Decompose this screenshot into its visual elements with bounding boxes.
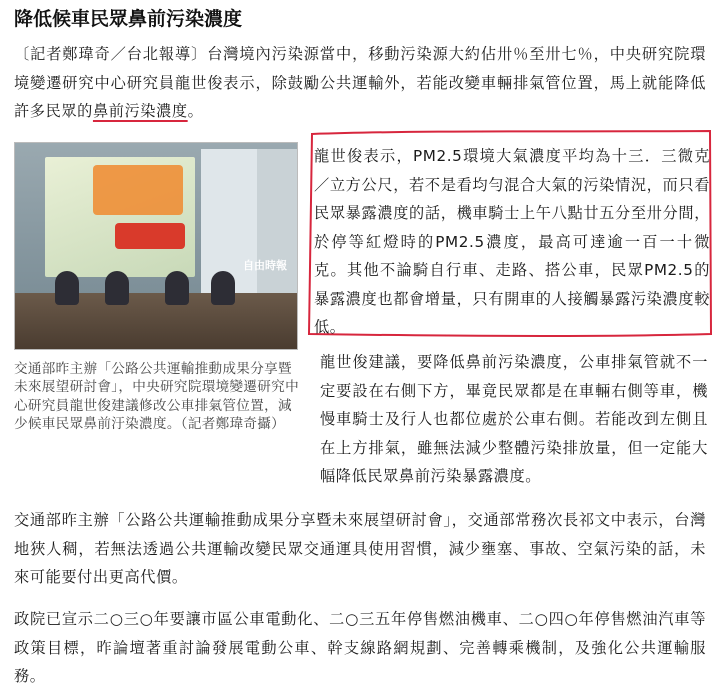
- panelist: [105, 271, 129, 305]
- lead-end: 。: [187, 102, 204, 120]
- screen-title-panel: [93, 165, 183, 215]
- photo-watermark: 自由時報: [243, 259, 287, 272]
- news-photo[interactable]: [14, 142, 298, 350]
- panelist: [55, 271, 79, 305]
- bus-graphic: [115, 223, 185, 249]
- paragraph-conference: 交通部昨主辦「公路公共運輸推動成果分享暨未來展望研討會」，交通部常務次長祁文中表示，台灣地狹人稠，若無法透過公共運輸改變民眾交通運具使用習慣，減少壅塞、事故、空氣污染的話，未來可能要付出更高代價。: [14, 511, 706, 586]
- paragraph-recommendation: 龍世俊建議，要降低鼻前污染濃度，公車排氣管就不一定要設在右側下方，畢竟民眾都是在車輛右側等車，機慢車騎士及行人也都位處於公車右側。若能改到左側且在上方排氣，雖無法減少整體污染排放量，但一定能大幅降低民眾鼻前污染暴露濃度。: [320, 353, 708, 485]
- panelist: [211, 271, 235, 305]
- panelist: [165, 271, 189, 305]
- paragraph-lead: [14, 40, 706, 126]
- paragraph-highlighted: 龍世俊表示，PM2.5環境大氣濃度平均為十三．三微克／立方公尺，若不是看均勻混合大氣的污染情況，而只看民眾暴露濃度的話，機車騎士上午八點廿五分至卅分間，於停等紅燈時的PM2.5濃度，最高可達逾一百一十微克。其他不論騎自行車、走路、搭公車，民眾PM2.5的暴露濃度也都會增量，只有開車的人接觸暴露污染濃度較低。: [314, 147, 710, 336]
- news-figure: [14, 142, 306, 434]
- paragraph-policy: 政院已宣示二○三○年要讓市區公車電動化、二○三五年停售燃油機車、二○四○年停售燃油汽車等政策目標，昨論壇著重討論發展電動公車、幹支線路網規劃、完善轉乘機制，及強化公共運輸服務。: [14, 610, 706, 685]
- article-title: 降低候車民眾鼻前污染濃度: [14, 8, 243, 30]
- photo-caption: 交通部昨主辦「公路公共運輸推動成果分享暨未來展望研討會」，中央研究院環境變遷研究中心研究員龍世俊建議修改公車排氣管位置，減少候車民眾鼻前汙染濃度。（記者鄭瑋奇攝）: [14, 361, 299, 433]
- lead-text: 〔記者鄭瑋奇／台北報導〕台灣境內污染源當中，移動污染源大約佔卅％至卅七％，中央研究院環境變遷研究中心研究員龍世俊表示，除鼓勵公共運輸外，若能改變車輛排氣管位置，馬上就能降低許多民眾的: [14, 45, 706, 120]
- underlined-phrase: 鼻前污染濃度: [92, 102, 188, 120]
- event-banner-side: [257, 149, 297, 299]
